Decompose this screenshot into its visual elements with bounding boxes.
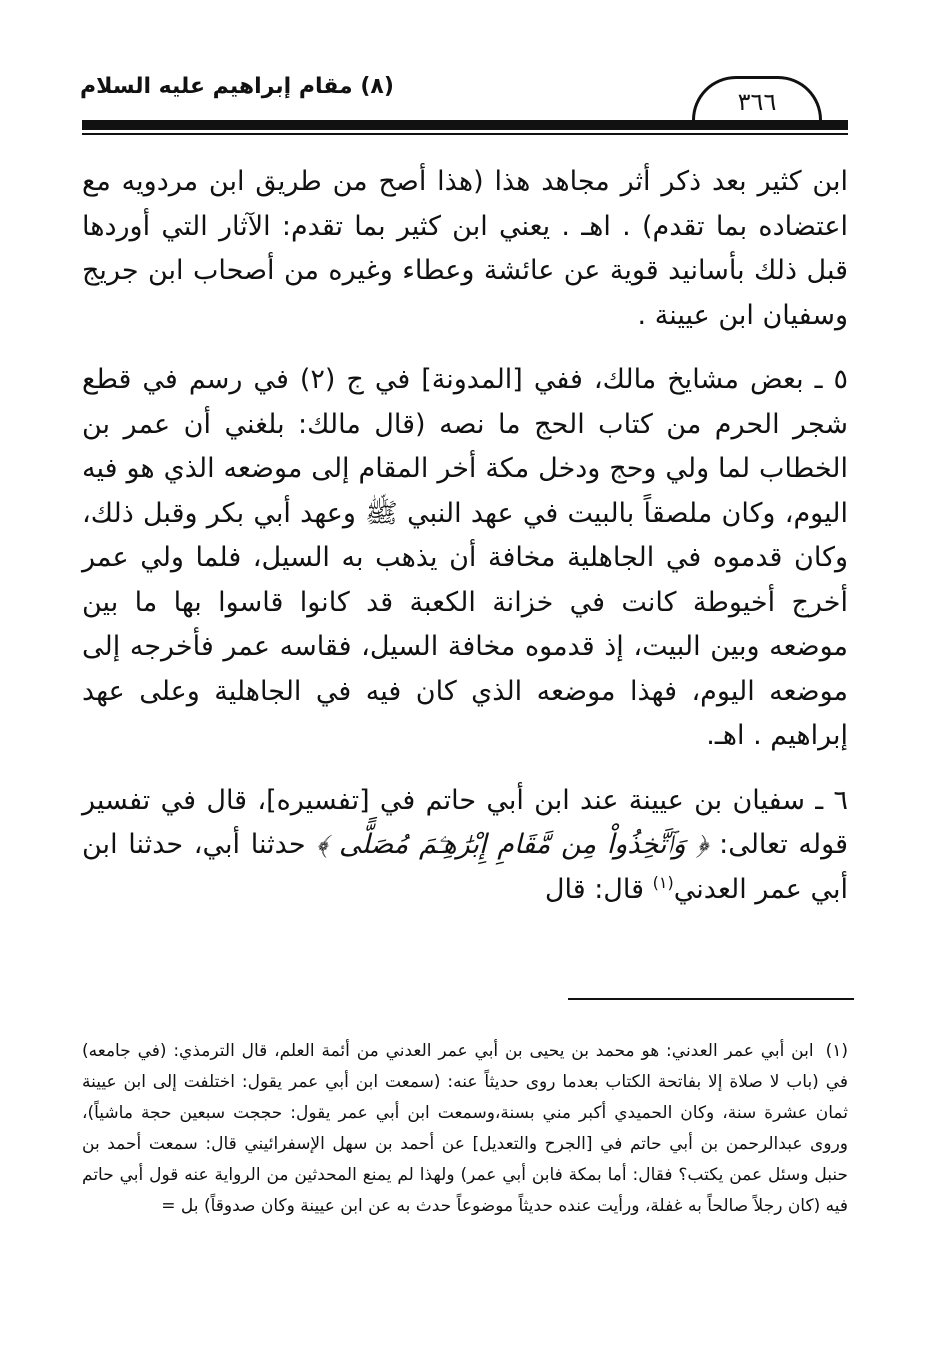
main-text — [82, 160, 848, 912]
paragraph-3-intro: ٦ ـ سفيان بن عيينة عند ابن أبي حاتم في [تفسيره]، قال في تفسير قوله تعالى: — [82, 784, 848, 860]
header-thick-rule — [82, 120, 848, 130]
page-number: ٣٦٦ — [692, 76, 822, 120]
running-header-title: (٨) مقام إبراهيم عليه السلام — [80, 74, 394, 99]
paragraph-3-end: قال: قال — [544, 873, 645, 905]
footnote-reference[interactable]: (١) — [652, 872, 674, 892]
paragraph-1: ابن كثير بعد ذكر أثر مجاهد هذا (هذا أصح من طريق ابن مردويه مع اعتضاده بما تقدم) . اهـ . يعني ابن كثير بما تقدم: الآثار التي أوردها قبل ذلك بأسانيد قوية عن عائشة وعطاء وغيره من أصحاب ابن جريج وسفيان ابن عيينة . — [82, 166, 848, 331]
quran-verse: ﴿ وَٱتَّخِذُواْ مِن مَّقَامِ إِبْرَٰهِـۧمَ مُصَلًّى ﴾ — [316, 829, 709, 860]
paragraph-3 — [82, 779, 848, 913]
header-thin-rule — [82, 133, 848, 135]
paragraph-3-chain: حدثنا أبي، حدثنا ابن أبي عمر العدني — [82, 829, 848, 905]
footnote-separator — [568, 998, 854, 1000]
paragraph-2: ٥ ـ بعض مشايخ مالك، ففي [المدونة] في ج (٢) في رسم في قطع شجر الحرم من كتاب الحج ما نصه (قال مالك: بلغني أن عمر بن الخطاب لما ولي وحج ودخل مكة أخر المقام إلى موضعه الذي هو فيه اليوم، وكان ملصقاً بالبيت في عهد النبي ﷺ وعهد أبي بكر وقبل ذلك، وكان قدموه في الجاهلية مخافة أن يذهب به السيل، فلما ولي عمر أخرج أخيوطة كانت في خزانة الكعبة قد كانوا قاسوا بها ما بين موضعه وبين البيت، إذ قدموه مخافة السيل، فقاسه عمر فأخرجه إلى موضعه اليوم، فهذا موضعه الذي كان فيه في الجاهلية وعلى عهد إبراهيم . اهـ. — [82, 364, 848, 751]
footnote-text: ابن أبي عمر العدني: هو محمد بن يحيى بن أبي عمر العدني من أئمة العلم، قال الترمذي: (في جامعه) في (باب لا صلاة إلا بفاتحة الكتاب بعدما روى حديثاً عنه: (سمعت ابن أبي عمر يقول: اختلفت إلى ابن عيينة ثمان عشرة سنة، وكان الحميدي أكبر مني بسنة،وسمعت ابن أبي عمر يقول: حججت سبعين حجة ماشياً)، وروى عبدالرحمن بن أبي حاتم في [الجرح والتعديل] عن أحمد بن سهل الإسفرائيني قال: سمعت أحمد بن حنبل وسئل عمن يكتب؟ فقال: أما بمكة فابن أبي عمر) ولهذا لم يمنع المحدثين من الرواية عنه قول أبي حاتم فيه (كان رجلاً صالحاً به غفلة، ورأيت عنده حديثاً موضوعاً حدث به عن ابن عيينة وكان صدوقاً) بل = — [82, 1041, 848, 1216]
footnote-number: (١) — [825, 1041, 848, 1061]
footnote-1 — [82, 1036, 848, 1222]
